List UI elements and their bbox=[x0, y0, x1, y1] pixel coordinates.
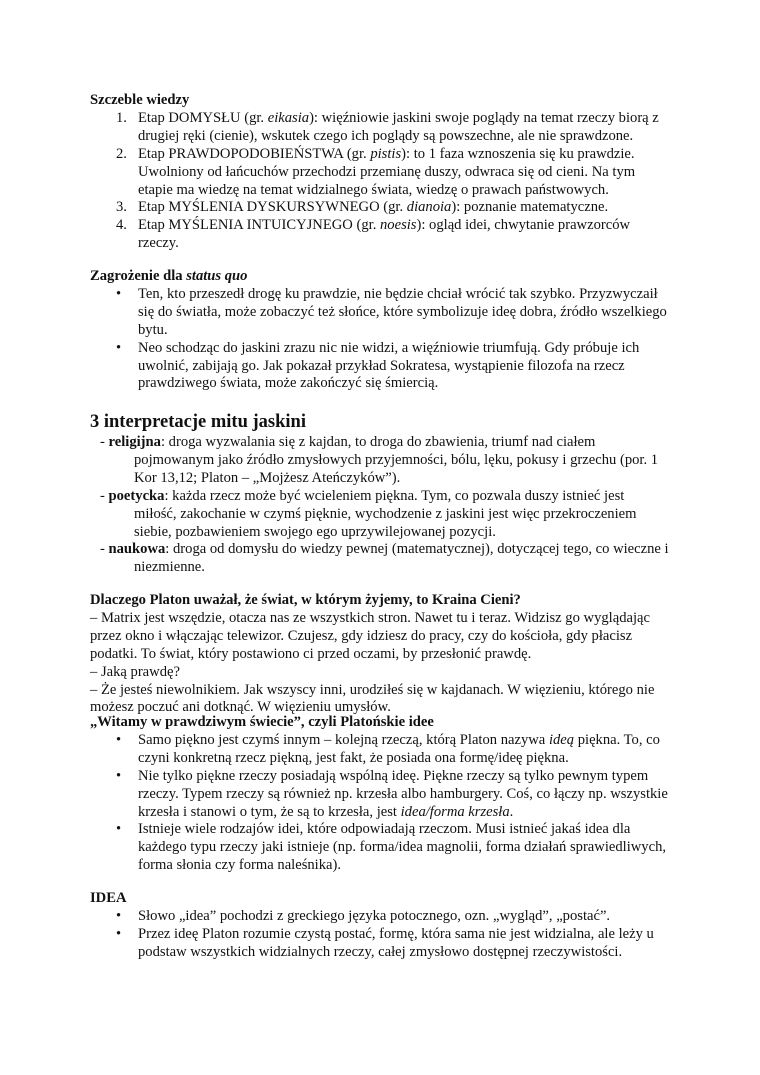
interpretation-term: naukowa bbox=[108, 541, 166, 558]
section-heading: „Witamy w prawdziwym świecie”, czyli Platońskie idee bbox=[90, 714, 434, 730]
section-platonic-ideas bbox=[90, 714, 670, 875]
heading-text: Zagrożenie dla bbox=[90, 268, 187, 284]
list-number: 4. bbox=[116, 217, 127, 234]
section-interpretations bbox=[90, 411, 670, 577]
list-item bbox=[90, 768, 670, 822]
section-heading: 3 interpretacje mitu jaskini bbox=[90, 412, 306, 432]
item-text: Etap DOMYSŁU (gr. bbox=[138, 109, 268, 126]
dialogue-line: – Jaką prawdę? bbox=[90, 663, 180, 680]
bullet-icon: • bbox=[116, 767, 122, 784]
bullet-icon: • bbox=[116, 821, 122, 838]
item-text: . bbox=[509, 803, 514, 820]
dash: - bbox=[100, 487, 109, 504]
interpretation-term: religijna bbox=[108, 434, 161, 450]
item-text: : droga od domysłu do wiedzy pewnej (matematycznej), dotyczącej tego, co wieczne i niezmienne. bbox=[134, 541, 669, 576]
section-idea bbox=[90, 890, 670, 962]
interpretation-item bbox=[90, 488, 670, 542]
dash: - bbox=[100, 434, 109, 450]
dash: - bbox=[100, 541, 109, 558]
section-shadow-land bbox=[90, 592, 670, 717]
heading-emphasis: status quo bbox=[186, 268, 248, 284]
list-item bbox=[90, 732, 670, 768]
item-text: Samo piękno jest czymś innym – kolejną rzeczą, którą Platon nazywa bbox=[138, 731, 549, 748]
interpretation-item bbox=[90, 541, 670, 577]
bullet-list bbox=[90, 908, 670, 962]
list-item bbox=[90, 199, 670, 217]
list-number: 2. bbox=[116, 145, 127, 162]
list-item bbox=[90, 340, 670, 394]
section-levels-of-knowledge bbox=[90, 92, 670, 253]
section-heading: Szczeble wiedzy bbox=[90, 92, 190, 108]
item-text: ): więźniowie jaskini swoje poglądy na temat rzeczy biorą z drugiej ręki (cienie), wskutek czego ich poglądy są powszechne, ale nie sprawdzone. bbox=[138, 109, 659, 144]
greek-term: eikasia bbox=[267, 109, 310, 126]
list-number: 3. bbox=[116, 199, 127, 216]
item-text: Nie tylko piękne rzeczy posiadają wspólną ideę. Piękne rzeczy są tylko pewnym typem rzeczy. Typem rzeczy są również np. krzesła albo hamburgery. Coś, co łączy np. wszystkie krzesła i stanowi o tym, że są to krzesła, jest bbox=[138, 767, 668, 820]
interpretation-item bbox=[90, 434, 670, 488]
item-text: ): ogląd idei, chwytanie prawzorców rzeczy. bbox=[138, 217, 631, 252]
dialogue-line: – Matrix jest wszędzie, otacza nas ze wszystkich stron. Nawet tu i teraz. Widzisz go wyglądając przez okno i włączając telewizor. Czujesz, gdy idziesz do pracy, czy do kościoła, gdy płacisz podatki. To świat, który postawiono ci przed oczami, by przesłonić prawdę. bbox=[90, 609, 650, 662]
section-heading: Dlaczego Platon uważał, że świat, w którym żyjemy, to Kraina Cieni? bbox=[90, 592, 521, 608]
bullet-icon: • bbox=[116, 731, 122, 748]
bullet-icon: • bbox=[116, 925, 122, 942]
item-text: Neo schodząc do jaskini zrazu nic nie widzi, a więźniowie triumfują. Gdy próbuje ich uwolnić, zabijają go. Jak pokazał przykład Sokratesa, wystąpienie filozofa na rzecz prawdziwego świata, może zakończyć się śmiercią. bbox=[138, 339, 640, 392]
item-text: Etap PRAWDOPODOBIEŃSTWA (gr. bbox=[138, 145, 371, 162]
list-item bbox=[90, 821, 670, 875]
item-text: : każda rzecz może być wcieleniem piękna. Tym, co pozwala duszy istnieć jest miłość, zakochanie w czymś pięknie, wychodzenie z jaskini jest więc przekroczeniem siebie, pozbawieniem swojego ego uprzywilejowanej pozycji. bbox=[134, 487, 637, 540]
section-status-quo bbox=[90, 268, 670, 393]
bullet-icon: • bbox=[116, 339, 122, 356]
list-item bbox=[90, 286, 670, 340]
item-text: Ten, kto przeszedł drogę ku prawdzie, nie będzie chciał wrócić tak szybko. Przyzwyczaił się do światła, może zobaczyć też słońce, które symbolizuje ideę dobra, źródło wszelkiego bytu. bbox=[138, 285, 667, 338]
item-text: Istnieje wiele rodzajów idei, które odpowiadają rzeczom. Musi istnieć jakaś idea dla każdego typu rzeczy jaki istnieje (np. forma/idea magnolii, forma działań sprawiedliwych, forma słonia czy forma naleśnika). bbox=[138, 821, 667, 874]
list-item bbox=[90, 146, 670, 200]
section-heading: IDEA bbox=[90, 890, 127, 906]
list-item bbox=[90, 908, 670, 926]
bullet-list bbox=[90, 286, 670, 393]
steps-list bbox=[90, 110, 670, 253]
item-text: Przez ideę Platon rozumie czystą postać, formę, która sama nie jest widzialna, ale leży u podstaw wszystkich widzialnych rzeczy, całej zmysłowo dostępnej rzeczywistości. bbox=[138, 925, 654, 960]
interpretation-term: poetycka bbox=[108, 487, 165, 504]
bullet-icon: • bbox=[116, 907, 122, 924]
item-text: : droga wyzwalania się z kajdan, to droga do zbawienia, triumf nad ciałem pojmowanym jako źródło zmysłowych przyjemności, bólu, lęku, pokusy i grzechu (por. 1 Kor 13,12; Platon – „Mojżesz Ateńczyków”). bbox=[134, 434, 659, 486]
dialogue-line: – Że jesteś niewolnikiem. Jak wszyscy inni, urodziłeś się w kajdanach. W więzieniu, którego nie możesz poczuć ani dotknąć. W więzieniu umysłów. bbox=[90, 681, 655, 716]
bullet-list bbox=[90, 732, 670, 875]
item-text: Etap MYŚLENIA INTUICYJNEGO (gr. bbox=[138, 217, 380, 234]
list-number: 1. bbox=[116, 109, 127, 126]
item-text: ): to 1 faza wznoszenia się ku prawdzie. Uwolniony od łańcuchów przechodzi przemianę duszy, odwraca się od cieni. Na tym etapie ma wiedzę na temat widzialnego świata, wiedzę o prawach państwowych. bbox=[138, 145, 636, 198]
greek-term: pistis bbox=[370, 145, 402, 162]
section-heading bbox=[90, 268, 670, 286]
item-emphasis: ideą bbox=[548, 731, 575, 748]
greek-term: dianoia bbox=[406, 199, 452, 216]
list-item bbox=[90, 217, 670, 253]
bullet-icon: • bbox=[116, 285, 122, 302]
item-emphasis: idea/forma krzesła bbox=[400, 803, 510, 820]
item-text: ): poznanie matematyczne. bbox=[451, 199, 609, 216]
list-item bbox=[90, 110, 670, 146]
item-text: piękna. To, co czyni konkretną rzecz piękną, jest fakt, że posiada ona formę/ideę piękna. bbox=[138, 731, 660, 766]
item-text: Słowo „idea” pochodzi z greckiego języka potocznego, ozn. „wygląd”, „postać”. bbox=[138, 907, 611, 924]
greek-term: noesis bbox=[380, 217, 417, 234]
list-item bbox=[90, 926, 670, 962]
item-text: Etap MYŚLENIA DYSKURSYWNEGO (gr. bbox=[138, 199, 407, 216]
